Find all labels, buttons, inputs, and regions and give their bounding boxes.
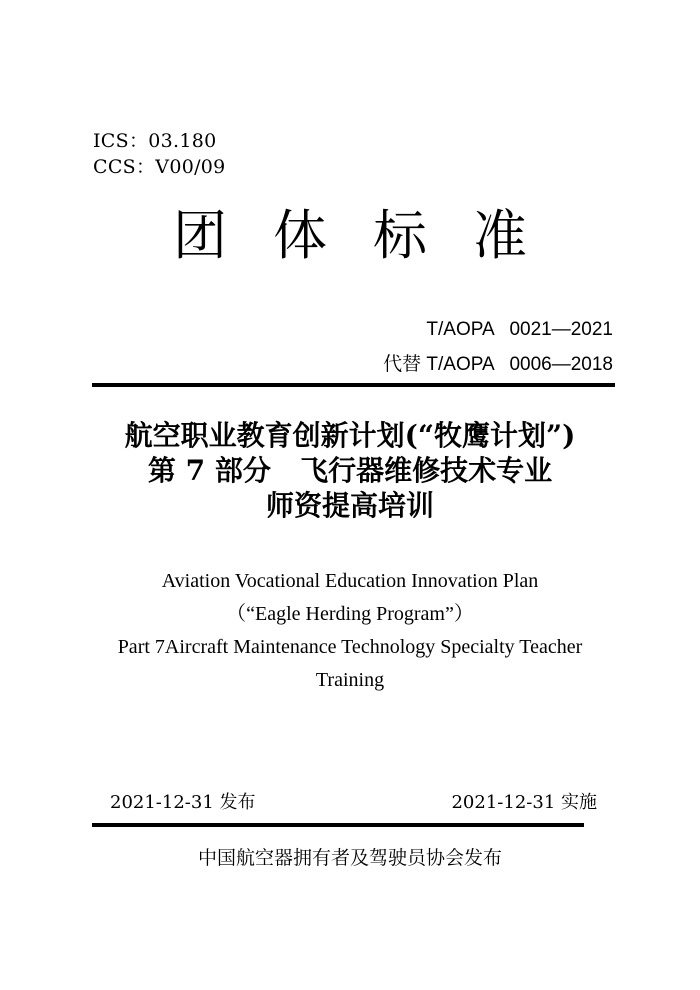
english-title-line-4: Training [315, 669, 385, 691]
top-divider-rule [92, 383, 615, 387]
chinese-title-line-2: 第 7 部分 飞行器维修技术专业 [147, 454, 553, 487]
document-type-heading: 团体标准 [173, 204, 573, 267]
standard-number: T/AOPA 0021—2021 [426, 319, 613, 340]
ics-code: ICS：03.180 [93, 130, 217, 152]
replaced-standard: 代替 T/AOPA 0006—2018 [383, 354, 613, 375]
chinese-title-line-3: 师资提高培训 [265, 489, 434, 522]
chinese-title-line-1: 航空职业教育创新计划(“牧鹰计划”) [124, 419, 576, 452]
publisher-line: 中国航空器拥有者及驾驶员协会发布 [197, 847, 502, 869]
english-title-line-3: Part 7Aircraft Maintenance Technology Specialty Teacher [117, 636, 583, 658]
english-title [0, 565, 700, 697]
implementation-date: 2021-12-31 实施 [451, 792, 597, 813]
english-title-line-2: （“Eagle Herding Program”） [226, 603, 474, 625]
classification-codes [93, 128, 226, 180]
ccs-code: CCS：V00/09 [93, 156, 226, 178]
english-title-line-1: Aviation Vocational Education Innovation Plan [161, 570, 539, 592]
bottom-divider-rule [92, 823, 584, 827]
issue-date: 2021-12-31 发布 [110, 792, 256, 813]
chinese-title [0, 418, 700, 523]
